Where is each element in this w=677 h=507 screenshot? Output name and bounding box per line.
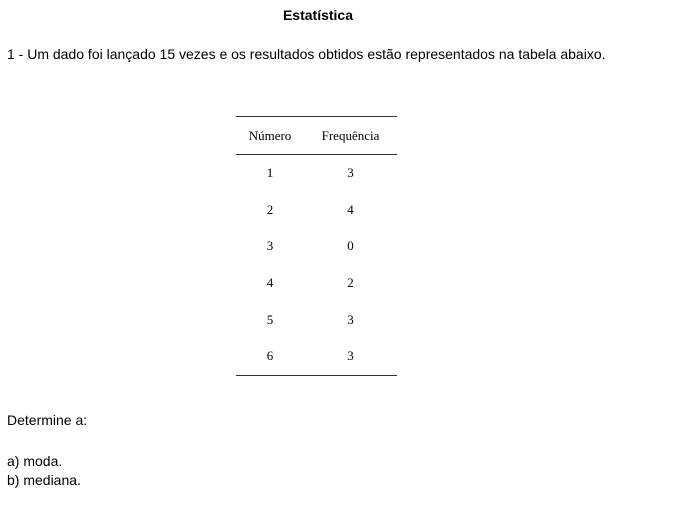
cell-numero: 2 (266, 201, 274, 217)
cell-frequencia: 3 (347, 165, 354, 181)
question-text: 1 - Um dado foi lançado 15 vezes e os resultados obtidos estão representados na tabela abaixo. (7, 46, 606, 62)
cell-frequencia: 2 (347, 275, 354, 291)
cell-numero: 4 (266, 275, 274, 291)
cell-numero: 6 (236, 338, 304, 375)
table-header-row (236, 117, 397, 155)
cell-numero: 1 (266, 165, 274, 181)
cell-numero: 5 (266, 311, 274, 327)
header-frequencia: Frequência (304, 117, 397, 155)
cell-frequencia: 3 (304, 338, 397, 375)
answer-list (7, 452, 81, 490)
table-row (236, 192, 397, 229)
determine-prompt: Determine a: (7, 412, 88, 428)
list-item-moda: a) moda. (7, 453, 63, 469)
list-item-mediana: b) mediana. (7, 472, 81, 488)
table-row (236, 228, 397, 265)
cell-numero: 3 (266, 238, 274, 254)
header-numero: Número (236, 117, 304, 155)
cell-frequencia: 4 (347, 201, 354, 217)
frequency-table-container (236, 116, 397, 376)
page-title: Estatística (282, 7, 354, 23)
frequency-table (236, 116, 397, 376)
table-row (236, 301, 397, 338)
table-row (236, 155, 397, 192)
cell-frequencia: 3 (347, 311, 354, 327)
table-row (236, 338, 397, 375)
cell-frequencia: 0 (347, 238, 354, 254)
table-row (236, 265, 397, 302)
